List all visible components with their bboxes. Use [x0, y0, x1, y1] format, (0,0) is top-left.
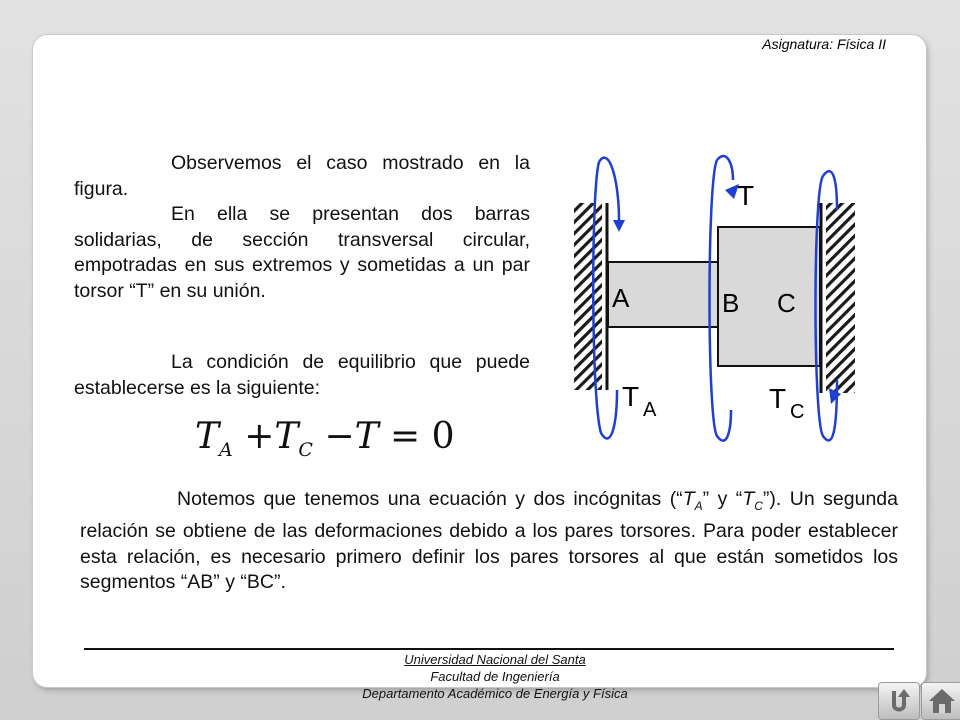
- eq-sub-a: A: [219, 439, 233, 461]
- footer-faculty: Facultad de Ingeniería: [430, 669, 560, 684]
- label-t: T: [737, 180, 755, 211]
- label-ta-sub: A: [643, 399, 657, 421]
- body-sub-a: A: [694, 498, 703, 513]
- footer-university: Universidad Nacional del Santa: [404, 652, 586, 667]
- arrowhead-ta: [613, 220, 625, 232]
- return-icon: [885, 687, 913, 715]
- label-tc-t: T: [769, 383, 787, 414]
- home-button[interactable]: [922, 683, 960, 719]
- equilibrium-paragraph: [74, 350, 530, 401]
- left-wall-hatch: [574, 203, 602, 390]
- back-button[interactable]: [879, 683, 919, 719]
- body-paragraph: [80, 487, 898, 596]
- eq-t-a: T: [195, 416, 220, 457]
- torsion-figure: [565, 150, 865, 450]
- subject-label: Asignatura: Física II: [762, 36, 886, 52]
- intro-paragraph: [74, 151, 530, 304]
- label-c: C: [777, 288, 796, 318]
- eq-t: T: [354, 416, 379, 457]
- footer-department: Departamento Académico de Energía y Física: [362, 686, 628, 701]
- body-sub-c: C: [754, 498, 763, 513]
- label-tc-sub: C: [790, 401, 805, 423]
- equilibrium-line: La condición de equilibrio que puede establecerse es la siguiente:: [74, 351, 530, 399]
- intro-line-1: Observemos el caso mostrado en la figura.: [74, 152, 530, 200]
- right-wall-hatch: [826, 203, 855, 393]
- eq-t-c: T: [274, 416, 299, 457]
- eq-sub-c: C: [298, 439, 313, 461]
- home-icon: [927, 687, 957, 715]
- footer-rule: [84, 648, 894, 650]
- equilibrium-equation: [195, 416, 455, 466]
- label-ta-t: T: [622, 381, 640, 412]
- label-a: A: [612, 283, 630, 313]
- body-t-c: T: [742, 488, 755, 510]
- eq-plus: +: [244, 416, 275, 457]
- torque-arrow-t-top: [717, 156, 733, 180]
- eq-equals: =: [390, 416, 421, 457]
- body-text: Notemos que tenemos una ecuación y dos incógnitas (“$T_A$” y “$T_C$”). Un segunda relación se obtiene de las deformaciones debido a los pares torsores. Para poder establecer esta relación, es necesario primero definir los pares torsores al que están sometidos los segmentos “AB” y “BC”.: [80, 488, 898, 594]
- eq-zero: 0: [431, 416, 455, 457]
- eq-minus: −: [324, 416, 355, 457]
- label-b: B: [722, 288, 740, 318]
- body-t-a: T: [682, 488, 695, 510]
- intro-line-2: En ella se presentan dos barras solidarias, de sección transversal circular, empotradas en sus extremos y sometidas a un par torsor “T” en su unión.: [74, 203, 530, 302]
- footer: [0, 651, 960, 702]
